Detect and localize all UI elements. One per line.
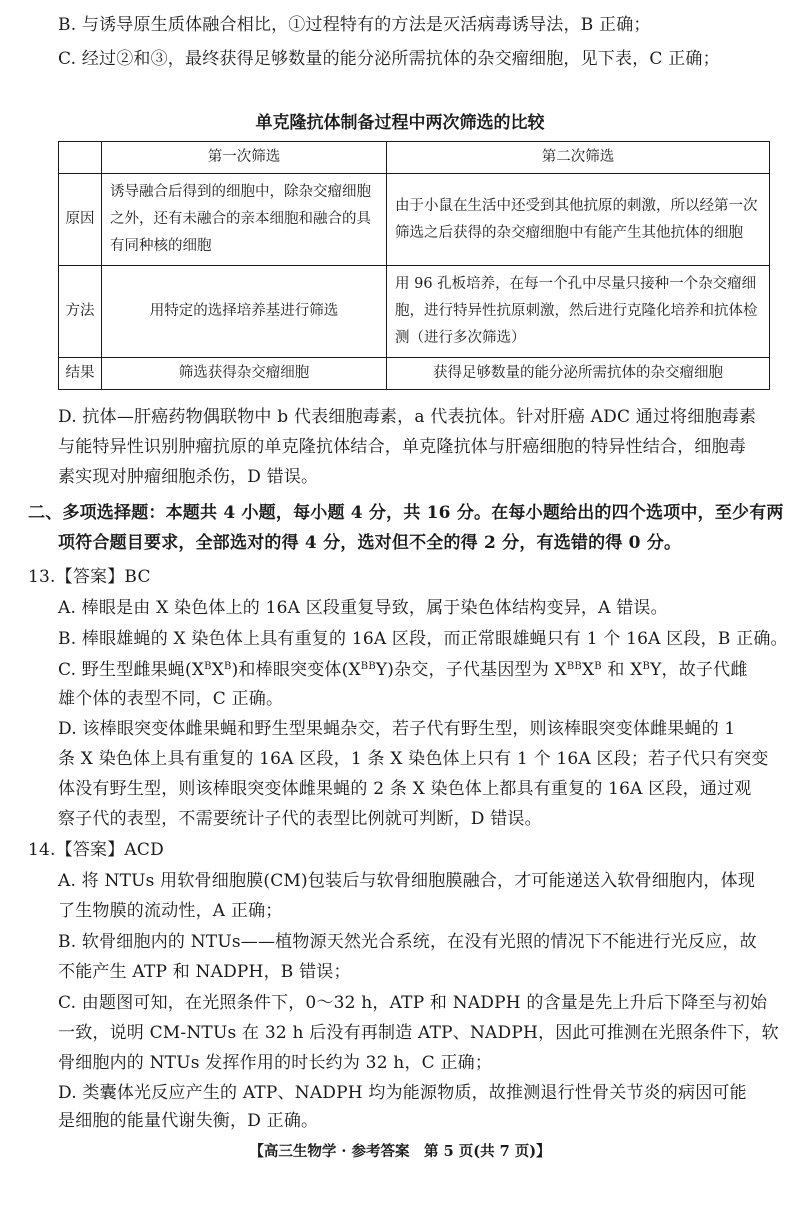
q14-option-b-line-1: B. 软骨细胞内的 NTUs——植物源天然光合系统，在没有光照的情况下不能进行光反应，故 xyxy=(58,932,757,952)
table-row xyxy=(59,174,770,266)
q13-option-d-line-3: 体没有野生型，则该棒眼突变体雌果蝇的 2 条 X 染色体上都具有重复的 16A 区段，通过观 xyxy=(58,779,752,799)
cell-method-first: 用特定的选择培养基进行筛选 xyxy=(102,266,387,358)
q13-option-d-line-2: 条 X 染色体上具有重复的 16A 区段，1 条 X 染色体上只有 1 个 16A 区段；若子代只有突变 xyxy=(58,749,769,769)
q14-option-c-line-1: C. 由题图可知，在光照条件下，0～32 h，ATP 和 NADPH 的含量是先上升后下降至与初始 xyxy=(58,993,768,1013)
q13-option-d-line-1: D. 该棒眼突变体雌果蝇和野生型果蝇杂交，若子代有野生型，则该棒眼突变体雌果蝇的 1 xyxy=(58,719,736,739)
table-row xyxy=(59,266,770,358)
option-c-text: C. 经过②和③，最终获得足够数量的能分泌所需抗体的杂交瘤细胞，见下表，C 正确； xyxy=(58,49,720,69)
row-label-result: 结果 xyxy=(59,358,102,390)
q14-option-d-line-1: D. 类囊体光反应产生的 ATP、NADPH 均为能源物质，故推测退行性骨关节炎的病因可能 xyxy=(58,1083,747,1103)
q14-option-a-line-2: 了生物膜的流动性，A 正确； xyxy=(58,901,283,921)
row-label-method: 方法 xyxy=(59,266,102,358)
q13-answer: 13.【答案】BC xyxy=(28,567,151,587)
q13-option-c-line-2: 雄个体的表型不同，C 正确。 xyxy=(58,689,284,709)
q14-option-a-line-1: A. 将 NTUs 用软骨细胞膜(CM)包装后与软骨细胞膜融合，才可能递送入软骨细胞内，体现 xyxy=(58,871,756,891)
q14-answer: 14.【答案】ACD xyxy=(28,840,164,860)
comparison-table xyxy=(58,141,770,390)
cell-result-second: 获得足够数量的能分泌所需抗体的杂交瘤细胞 xyxy=(387,358,770,390)
table-title: 单克隆抗体制备过程中两次筛选的比较 xyxy=(255,113,545,133)
q13-option-c-line-1: C. 野生型雌果蝇$(X^BX^B)$和棒眼突变体$(X^{BB}Y)$杂交，子代基因型为 $X^{BB}X^B$ 和 $X^BY$，故子代雌 xyxy=(58,660,748,680)
page-footer: 【高三生物学 · 参考答案 第 5 页(共 7 页)】 xyxy=(249,1143,551,1160)
q14-option-d-line-2: 是细胞的能量代谢失衡，D 正确。 xyxy=(58,1111,319,1131)
q13-option-b: B. 棒眼雄蝇的 X 染色体上具有重复的 16A 区段，而正常眼雄蝇只有 1 个 16A 区段，B 正确。 xyxy=(58,629,788,649)
q13-option-d-line-4: 察子代的表型，不需要统计子代的表型比例就可判断，D 错误。 xyxy=(58,809,542,829)
header-empty-cell xyxy=(59,142,102,174)
table-header-row xyxy=(59,142,770,174)
q14-option-b-line-2: 不能产生 ATP 和 NADPH，B 错误； xyxy=(58,962,351,982)
header-second-screening: 第二次筛选 xyxy=(387,142,770,174)
table-row xyxy=(59,358,770,390)
section-2-heading-line-2: 项符合题目要求，全部选对的得 4 分，选对但不全的得 2 分，有选错的得 0 分。 xyxy=(58,533,682,553)
row-label-reason: 原因 xyxy=(59,174,102,266)
q14-option-c-line-3: 骨细胞内的 NTUs 发挥作用的时长约为 32 h，C 正确； xyxy=(58,1053,493,1073)
cell-method-second: 用 96 孔板培养，在每一个孔中尽量只接种一个杂交瘤细胞，进行特异性抗原刺激，然后进行克隆化培养和抗体检测（进行多次筛选） xyxy=(387,266,770,358)
q13-option-a: A. 棒眼是由 X 染色体上的 16A 区段重复导致，属于染色体结构变异，A 错误。 xyxy=(58,598,668,618)
q14-option-c-line-2: 一致，说明 CM-NTUs 在 32 h 后没有再制造 ATP、NADPH，因此可推测在光照条件下，软 xyxy=(58,1023,779,1043)
option-d-line-3: 素实现对肿瘤细胞杀伤，D 错误。 xyxy=(58,467,319,487)
cell-result-first: 筛选获得杂交瘤细胞 xyxy=(102,358,387,390)
cell-reason-first: 诱导融合后得到的细胞中，除杂交瘤细胞之外，还有未融合的亲本细胞和融合的具有同种核的细胞 xyxy=(102,174,387,266)
header-first-screening: 第一次筛选 xyxy=(102,142,387,174)
section-2-heading-line-1: 二、多项选择题：本题共 4 小题，每小题 4 分，共 16 分。在每小题给出的四个选项中，至少有两 xyxy=(28,503,784,523)
cell-reason-second: 由于小鼠在生活中还受到其他抗原的刺激，所以经第一次筛选之后获得的杂交瘤细胞中有能产生其他抗体的细胞 xyxy=(387,174,770,266)
option-b-text: B. 与诱导原生质体融合相比，①过程特有的方法是灭活病毒诱导法，B 正确； xyxy=(58,15,651,35)
option-d-line-2: 与能特异性识别肿瘤抗原的单克隆抗体结合，单克隆抗体与肝癌细胞的特异性结合，细胞毒 xyxy=(58,437,746,457)
option-d-line-1: D. 抗体—肝癌药物偶联物中 b 代表细胞毒素，a 代表抗体。针对肝癌 ADC 通过将细胞毒素 xyxy=(58,407,757,427)
